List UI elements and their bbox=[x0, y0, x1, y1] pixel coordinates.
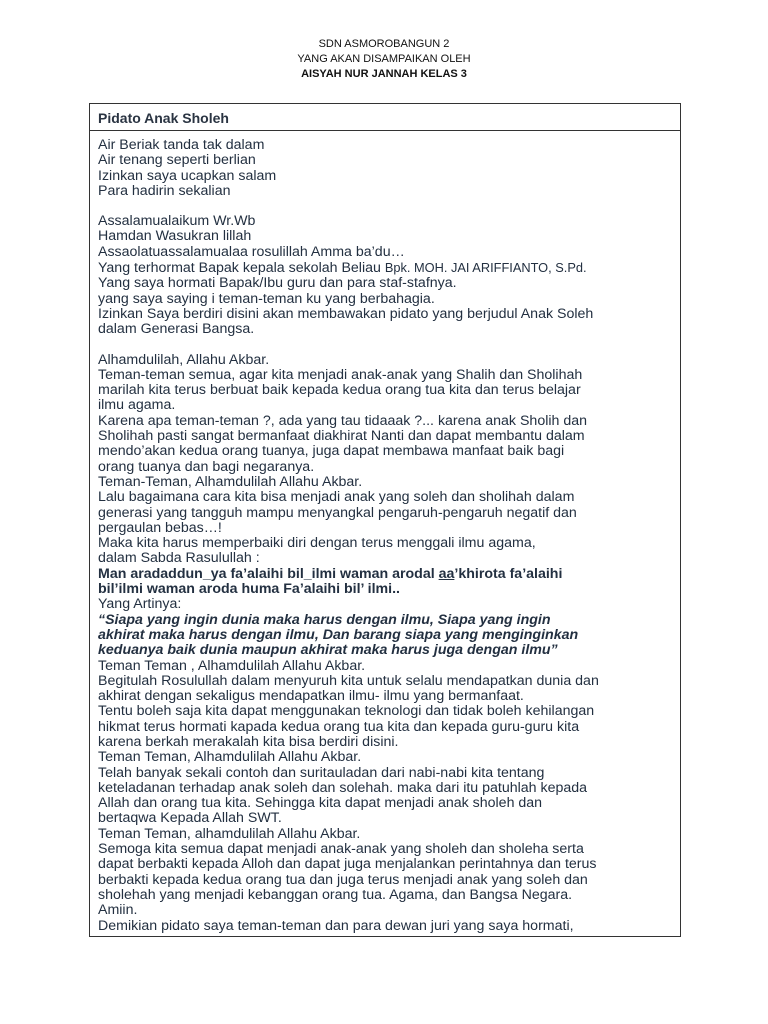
body-line: Amiin. bbox=[98, 902, 138, 919]
body-line: akhirat dengan sekaligus mendapatkan ilmu- ilmu yang bermanfaat. bbox=[98, 688, 524, 705]
body-line: Semoga kita semua dapat menjadi anak-anak yang sholeh dan sholeha serta bbox=[98, 841, 584, 858]
speech-title: Pidato Anak Sholeh bbox=[90, 104, 680, 131]
body-line: Tentu boleh saja kita dapat menggunakan teknologi dan tidak boleh kehilangan bbox=[98, 703, 595, 720]
body-line: bertaqwa Kepada Allah SWT. bbox=[98, 810, 282, 827]
translation-line: “Siapa yang ingin dunia maka harus dengan ilmu, Siapa yang ingin bbox=[98, 611, 551, 628]
speech-body bbox=[90, 131, 680, 934]
body-line: marilah kita terus berbuat baik kepada kedua orang tua kita dan terus belajar bbox=[98, 382, 581, 399]
body-line: ilmu agama. bbox=[98, 397, 176, 414]
body-line: Teman Teman , Alhamdulilah Allahu Akbar. bbox=[98, 657, 366, 674]
pantun-line: Air Beriak tanda tak dalam bbox=[98, 137, 265, 153]
body-line: Lalu bagaimana cara kita bisa menjadi anak yang soleh dan sholihah dalam bbox=[98, 489, 575, 506]
body-line: keteladanan terhadap anak soleh dan solehah. maka dari itu patuhlah kepada bbox=[98, 779, 588, 796]
body-line: orang tuanya dan bagi negaranya. bbox=[98, 458, 315, 475]
presented-by: YANG AKAN DISAMPAIKAN OLEH bbox=[297, 53, 471, 65]
body-line: Allah dan orang tua kita. Sehingga kita dapat menjadi anak sholeh dan bbox=[98, 795, 543, 812]
respect-line: Yang saya hormati Bapak/Ibu guru dan para staf-stafnya. bbox=[98, 275, 457, 292]
opening-line: Hamdan Wasukran lillah bbox=[98, 228, 252, 245]
greeting-line: Assalamualaikum Wr.Wb bbox=[98, 213, 256, 230]
translation-line: keduanya baik dunia maupun akhirat maka harus juga dengan ilmu” bbox=[98, 642, 558, 659]
body-line: dapat berbakti kepada Alloh dan dapat juga menjalankan perintahnya dan terus bbox=[98, 856, 597, 873]
body-line: dalam Sabda Rasulullah : bbox=[98, 550, 260, 567]
respect-line: yang saya saying i teman-teman ku yang berbahagia. bbox=[98, 290, 435, 307]
body-line: Maka kita harus memperbaiki diri dengan terus menggali ilmu agama, bbox=[98, 535, 536, 552]
body-line: hikmat terus hormati kapada kedua orang tua kita dan kepada guru-guru kita bbox=[98, 718, 580, 735]
body-line: pergaulan bebas…! bbox=[98, 519, 222, 536]
body-line: generasi yang tangguh mampu menyangkal pengaruh-pengaruh negatif dan bbox=[98, 504, 577, 521]
author-line: AISYAH NUR JANNAH KELAS 3 bbox=[301, 68, 467, 80]
translation-label: Yang Artinya: bbox=[98, 596, 182, 613]
pantun-line: Izinkan saya ucapkan salam bbox=[98, 167, 277, 184]
body-line: mendo’akan kedua orang tuanya, juga dapat membawa manfaat baik bagi bbox=[98, 443, 565, 460]
opening-line: Assaolatuassalamualaa rosulillah Amma ba’du… bbox=[98, 243, 405, 260]
body-line: Karena apa teman-teman ?, ada yang tau tidaaak ?... karena anak Sholih dan bbox=[98, 412, 588, 429]
intro-line: Izinkan Saya berdiri disini akan membawakan pidato yang berjudul Anak Soleh bbox=[98, 305, 594, 322]
respect-line bbox=[98, 260, 674, 276]
body-line: karena berkah merakalah kita bisa berdiri disini. bbox=[98, 733, 399, 750]
hadith-line bbox=[98, 567, 674, 582]
hadith-text: Man aradaddun_ya fa’alaihi bil_ilmi waman arodal bbox=[98, 565, 439, 582]
pantun-line: Para hadirin sekalian bbox=[98, 182, 231, 199]
body-line: Teman Teman, Alhamdulilah Allahu Akbar. bbox=[98, 749, 362, 766]
closing-line: Demikian pidato saya teman-teman dan para dewan juri yang saya hormati, bbox=[98, 917, 574, 934]
pantun-line: Air tenang seperti berlian bbox=[98, 152, 256, 169]
body-line: Telah banyak sekali contoh dan suritauladan dari nabi-nabi kita tentang bbox=[98, 764, 545, 781]
respect-text: Yang terhormat Bapak kepala sekolah Beliau bbox=[98, 260, 385, 277]
document-header bbox=[0, 37, 768, 82]
paragraph-gap bbox=[98, 199, 674, 214]
hadith-underlined: aa bbox=[438, 565, 455, 582]
body-line: Begitulah Rosulullah dalam menyuruh kita untuk selalu mendapatkan dunia dan bbox=[98, 672, 599, 689]
hadith-text: ’khirota fa’alaihi bbox=[454, 565, 563, 582]
school-name: SDN ASMOROBANGUN 2 bbox=[318, 38, 450, 50]
body-line: Teman Teman, alhamdulilah Allahu Akbar. bbox=[98, 825, 361, 842]
paragraph-gap bbox=[98, 338, 674, 353]
body-line: Sholihah pasti sangat bermanfaat diakhirat Nanti dan dapat membantu dalam bbox=[98, 428, 585, 445]
body-line: Alhamdulilah, Allahu Akbar. bbox=[98, 351, 270, 368]
body-line: Teman-Teman, Alhamdulilah Allahu Akbar. bbox=[98, 473, 363, 490]
body-line: sholehah yang menjadi kebanggan orang tua. Agama, dan Bangsa Negara. bbox=[98, 886, 573, 903]
body-line: berbakti kepada kedua orang tua dan juga terus menjadi anak yang soleh dan bbox=[98, 871, 588, 888]
speech-box bbox=[89, 103, 681, 937]
hadith-line: bil’ilmi waman aroda huma Fa’alaihi bil’ ilmi.. bbox=[98, 581, 400, 598]
translation-line: akhirat maka harus dengan ilmu, Dan barang siapa yang menginginkan bbox=[98, 626, 579, 643]
body-line: Teman-teman semua, agar kita menjadi anak-anak yang Shalih dan Sholihah bbox=[98, 366, 583, 383]
intro-line: dalam Generasi Bangsa. bbox=[98, 321, 255, 338]
principal-name: Bpk. MOH. JAI ARIFFIANTO, S.Pd. bbox=[384, 260, 587, 276]
